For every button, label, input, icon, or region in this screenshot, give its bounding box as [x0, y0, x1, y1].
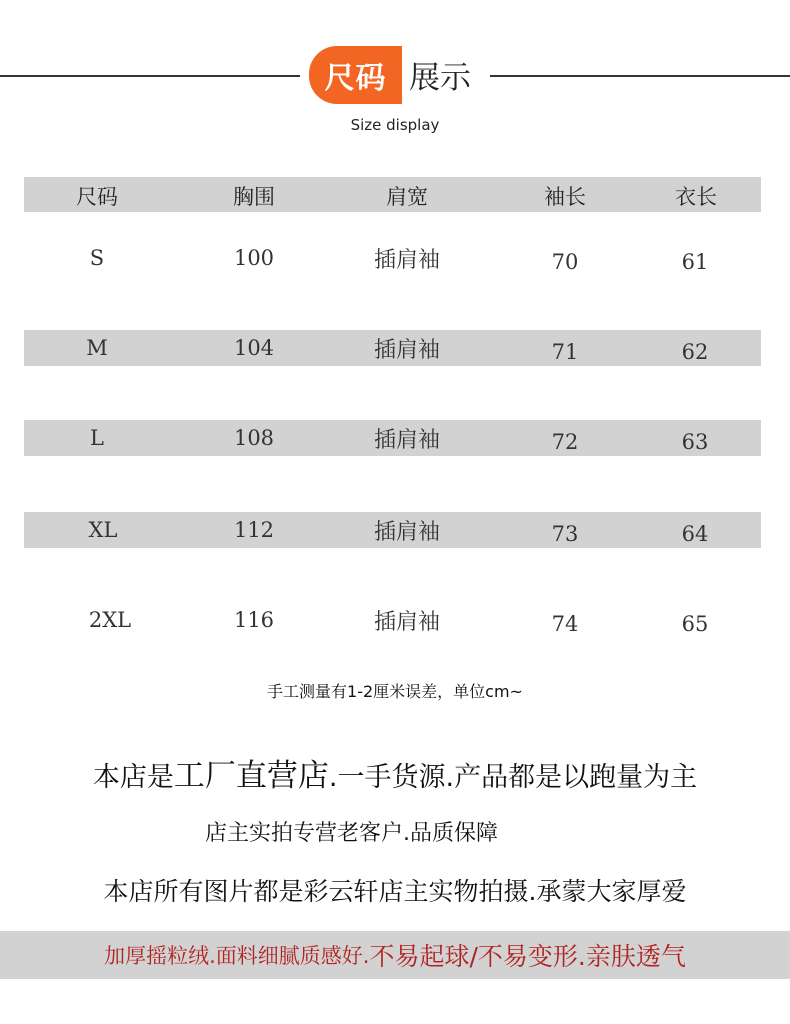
header-divider-right — [490, 75, 790, 77]
table-row — [24, 330, 761, 366]
cell-sleeve: 72 — [551, 430, 579, 454]
column-header-length: 衣长 — [675, 185, 717, 209]
cell-size: L — [90, 426, 104, 450]
column-header-chest: 胸围 — [233, 185, 275, 209]
factory-statement-part2: 工厂直营店 — [173, 758, 329, 794]
cell-length: 64 — [681, 522, 709, 546]
page-subtitle: Size display — [350, 116, 440, 134]
title-badge: 尺码 — [309, 46, 402, 104]
promo-text-part1: 加厚摇粒绒.面料细腻质感好. — [104, 944, 370, 968]
cell-chest: 108 — [233, 426, 275, 450]
cell-size: XL — [88, 518, 118, 542]
cell-size: S — [89, 246, 105, 270]
cell-shoulder: 插肩袖 — [373, 338, 441, 363]
cell-length: 63 — [681, 430, 709, 454]
cell-size: M — [86, 336, 108, 360]
page-title: 展示 — [409, 60, 471, 96]
factory-statement-part1: 本店是 — [92, 762, 174, 793]
factory-statement-part3: .一手货源.产品都是以跑量为主 — [328, 762, 698, 793]
table-row — [24, 602, 761, 638]
cell-length: 62 — [681, 340, 709, 364]
column-header-sleeve: 袖长 — [544, 185, 586, 209]
table-row — [24, 512, 761, 548]
table-row — [24, 240, 761, 276]
table-row — [24, 420, 761, 456]
table-header — [24, 177, 761, 212]
cell-chest: 116 — [233, 608, 275, 632]
cell-shoulder: 插肩袖 — [373, 248, 441, 273]
column-header-size: 尺码 — [76, 185, 118, 209]
cell-length: 65 — [681, 612, 709, 636]
cell-sleeve: 71 — [551, 340, 579, 364]
photo-statement: 本店所有图片都是彩云轩店主实物拍摄.承蒙大家厚爱 — [103, 877, 687, 906]
promo-text-part2: 不易起球/不易变形.亲肤透气 — [369, 942, 686, 971]
cell-shoulder: 插肩袖 — [373, 520, 441, 545]
cell-chest: 104 — [233, 336, 275, 360]
cell-length: 61 — [681, 250, 709, 274]
cell-sleeve: 73 — [551, 522, 579, 546]
header-divider-left — [0, 75, 300, 77]
cell-sleeve: 74 — [551, 612, 579, 636]
cell-chest: 100 — [233, 246, 275, 270]
column-header-shoulder: 肩宽 — [386, 185, 428, 209]
cell-shoulder: 插肩袖 — [373, 610, 441, 635]
cell-size: 2XL — [88, 608, 132, 632]
quality-statement: 店主实拍专营老客户.品质保障 — [205, 821, 498, 846]
factory-statement — [0, 750, 790, 795]
cell-sleeve: 70 — [551, 250, 579, 274]
measurement-note: 手工测量有1-2厘米误差，单位cm~ — [267, 682, 523, 701]
cell-chest: 112 — [233, 518, 275, 542]
cell-shoulder: 插肩袖 — [373, 428, 441, 453]
promo-banner — [0, 931, 790, 979]
